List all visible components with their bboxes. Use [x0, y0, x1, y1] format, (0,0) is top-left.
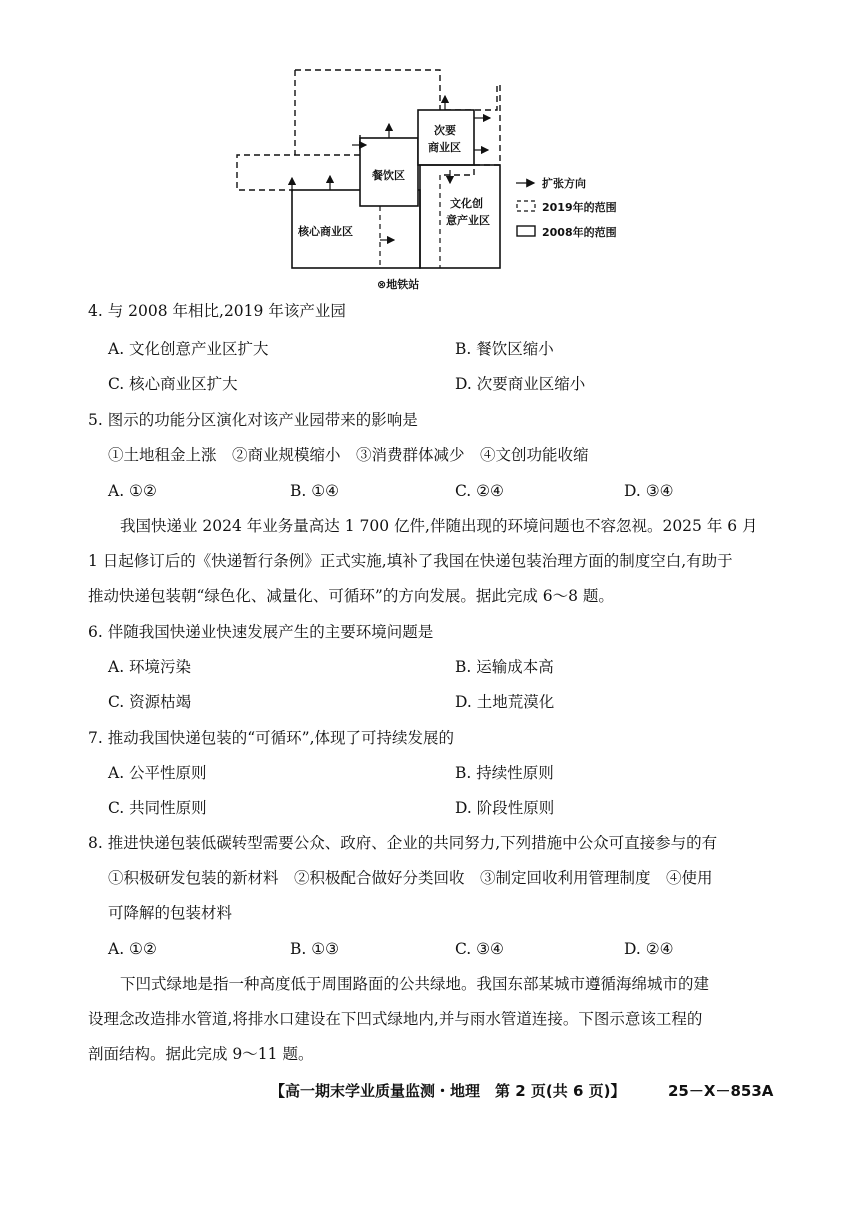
q4-option-c: C. 核心商业区扩大: [108, 375, 238, 393]
q8-stem: 8. 推进快递包装低碳转型需要公众、政府、企业的共同努力,下列措施中公众可直接参与的有: [88, 834, 718, 852]
q7-option-b: B. 持续性原则: [455, 764, 554, 782]
q6-option-d: D. 土地荒漠化: [455, 693, 555, 711]
passage1-line3: 推动快递包装朝“绿色化、减量化、可循环”的方向发展。据此完成 6～8 题。: [88, 587, 614, 605]
q6-stem: 6. 伴随我国快递业快速发展产生的主要环境问题是: [88, 623, 434, 641]
q8-option-b: B. ①③: [290, 940, 340, 958]
q8-items-line1: ①积极研发包装的新材料 ②积极配合做好分类回收 ③制定回收利用管理制度 ④使用: [108, 869, 713, 887]
footer-code: 25－X－853A: [668, 1082, 774, 1100]
q5-option-a: A. ①②: [108, 482, 157, 500]
legend-dashed-label: 2019年的范围: [542, 201, 617, 214]
q7-option-d: D. 阶段性原则: [455, 799, 555, 817]
q7-option-a: A. 公平性原则: [108, 764, 207, 782]
creative-label-2: 意产业区: [446, 214, 490, 227]
q4-stem: 4. 与 2008 年相比,2019 年该产业园: [88, 302, 346, 320]
subway-station-label: ⊗地铁站: [377, 278, 420, 291]
legend-arrow-label: 扩张方向: [542, 177, 586, 190]
q4-option-d: D. 次要商业区缩小: [455, 375, 586, 393]
food-label: 餐饮区: [372, 169, 405, 182]
industrial-park-diagram: [220, 60, 640, 295]
q7-option-c: C. 共同性原则: [108, 799, 207, 817]
q7-stem: 7. 推动我国快递包装的“可循环”,体现了可持续发展的: [88, 729, 454, 747]
q8-option-d: D. ②④: [624, 940, 674, 958]
passage2-line3: 剖面结构。据此完成 9～11 题。: [88, 1045, 314, 1063]
secondary-label-1: 次要: [434, 124, 456, 137]
q5-option-d: D. ③④: [624, 482, 674, 500]
creative-label-1: 文化创: [450, 197, 483, 210]
passage1-line2: 1 日起修订后的《快递暂行条例》正式实施,填补了我国在快递包装治理方面的制度空白,有助于: [88, 552, 733, 570]
q5-option-c: C. ②④: [455, 482, 504, 500]
q6-option-c: C. 资源枯竭: [108, 693, 192, 711]
q8-items-line2: 可降解的包装材料: [108, 904, 233, 922]
q5-option-b: B. ①④: [290, 482, 340, 500]
legend-dashed-icon: [517, 201, 535, 211]
q5-items: ①土地租金上涨 ②商业规模缩小 ③消费群体减少 ④文创功能收缩: [108, 446, 589, 464]
legend-solid-icon: [517, 226, 535, 236]
passage2-line1: 下凹式绿地是指一种高度低于周围路面的公共绿地。我国东部某城市遵循海绵城市的建: [120, 975, 710, 993]
secondary-commercial-block: [418, 110, 474, 165]
q8-option-c: C. ③④: [455, 940, 504, 958]
q6-option-a: A. 环境污染: [108, 658, 192, 676]
q5-stem: 5. 图示的功能分区演化对该产业园带来的影响是: [88, 411, 418, 429]
q8-option-a: A. ①②: [108, 940, 157, 958]
secondary-label-2: 商业区: [428, 141, 461, 154]
q4-option-b: B. 餐饮区缩小: [455, 340, 554, 358]
q4-option-a: A. 文化创意产业区扩大: [108, 340, 269, 358]
q6-option-b: B. 运输成本高: [455, 658, 554, 676]
legend-solid-label: 2008年的范围: [542, 226, 617, 239]
footer-title: 【高一期末学业质量监测・地理 第 2 页(共 6 页)】: [270, 1082, 626, 1100]
passage2-line2: 设理念改造排水管道,将排水口建设在下凹式绿地内,并与雨水管道连接。下图示意该工程的: [88, 1010, 703, 1028]
passage1-line1: 我国快递业 2024 年业务量高达 1 700 亿件,伴随出现的环境问题也不容忽视。2025 年 6 月: [120, 517, 758, 535]
core-label: 核心商业区: [298, 225, 353, 238]
